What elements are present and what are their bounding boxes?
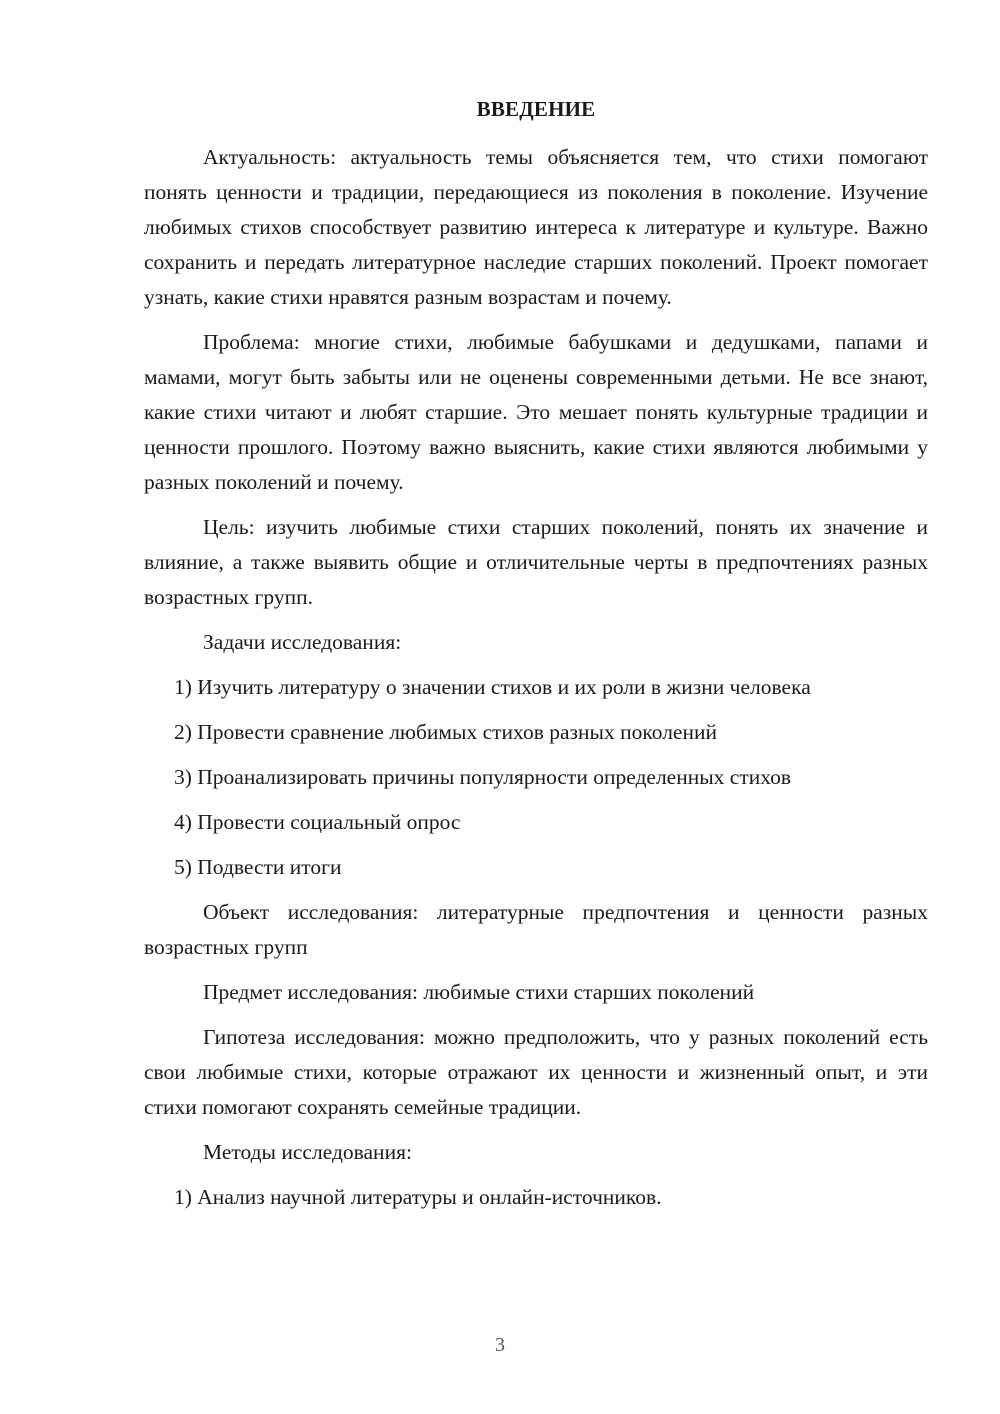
tasks-heading: Задачи исследования: xyxy=(203,630,402,654)
method-item: 1) Анализ научной литературы и онлайн-источников. xyxy=(174,1185,662,1209)
page-number: 3 xyxy=(495,1334,505,1356)
goal-paragraph: Цель: изучить любимые стихи старших поколений, понять их значение и влияние, а также выявить общие и отличительные черты в предпочтениях разных возрастных групп. xyxy=(144,515,928,609)
task-item: 1) Изучить литературу о значении стихов и их роли в жизни человека xyxy=(174,675,811,699)
document-page xyxy=(144,92,928,1225)
problem-paragraph: Проблема: многие стихи, любимые бабушками и дедушками, папами и мамами, могут быть забыты или не оценены современными детьми. Не все знают, какие стихи читают и любят старшие. Это мешает понять культурные традиции и ценности прошлого. Поэтому важно выяснить, какие стихи являются любимыми у разных поколений и почему. xyxy=(144,330,928,494)
methods-list xyxy=(144,1180,928,1215)
section-title: ВВЕДЕНИЕ xyxy=(476,97,596,121)
hypothesis-paragraph: Гипотеза исследования: можно предположить, что у разных поколений есть свои любимые стихи, которые отражают их ценности и жизненный опыт, и эти стихи помогают сохранять семейные традиции. xyxy=(144,1025,928,1119)
relevance-paragraph: Актуальность: актуальность темы объясняется тем, что стихи помогают понять ценности и традиции, передающиеся из поколения в поколение. Изучение любимых стихов способствует развитию интереса к литературе и культуре. Важно сохранить и передать литературное наследие старших поколений. Проект помогает узнать, какие стихи нравятся разным возрастам и почему. xyxy=(144,145,928,309)
tasks-list xyxy=(144,670,928,885)
task-item: 2) Провести сравнение любимых стихов разных поколений xyxy=(174,720,717,744)
object-paragraph: Объект исследования: литературные предпочтения и ценности разных возрастных групп xyxy=(144,900,928,959)
methods-heading: Методы исследования: xyxy=(203,1140,412,1164)
task-item: 3) Проанализировать причины популярности определенных стихов xyxy=(174,765,792,789)
task-item: 4) Провести социальный опрос xyxy=(174,810,461,834)
subject-paragraph: Предмет исследования: любимые стихи старших поколений xyxy=(203,980,755,1004)
task-item: 5) Подвести итоги xyxy=(174,855,342,879)
